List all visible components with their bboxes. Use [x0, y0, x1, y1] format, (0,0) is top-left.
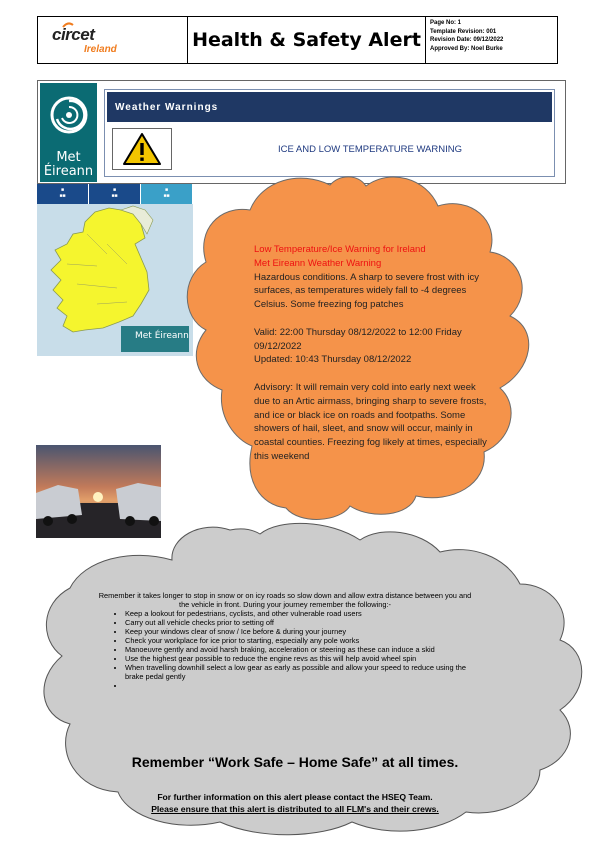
- meta-approved-by: Approved By: Noel Burke: [430, 45, 503, 52]
- advice-list: [95, 609, 475, 690]
- map-tab-2: ■ ■■: [89, 184, 141, 204]
- met-logo-line1: Met: [56, 150, 81, 165]
- page-title: Health & Safety Alert: [192, 29, 421, 51]
- warning-description: Hazardous conditions. A sharp to severe frost with icy surfaces, as temperatures widely fall to -4 degrees Celsius. Some freezing fog patches: [254, 271, 479, 311]
- list-item: • Keep your windows clear of snow / Ice before & during your journey: [125, 627, 475, 636]
- warning-source: Met Eireann Weather Warning: [254, 257, 382, 269]
- safety-slogan: Remember “Work Safe – Home Safe” at all times.: [131, 754, 459, 770]
- list-item: [125, 681, 475, 690]
- map-tab-3: ■ ■■: [141, 184, 193, 204]
- list-item: • Carry out all vehicle checks prior to setting off: [125, 618, 475, 627]
- advice-intro: Remember it takes longer to stop in snow or on icy roads so slow down and allow extra distance between you and the vehicle in front. During your journey remember the following:-: [98, 591, 472, 609]
- meta-page: Page No: 1: [430, 20, 462, 26]
- list-item: • Use the highest gear possible to reduce the engine revs as this will help avoid wheel spin: [125, 654, 475, 663]
- meta-template-revision: Template Revision: 001: [430, 28, 497, 35]
- further-info: For further information on this alert please contact the HSEQ Team.: [157, 792, 433, 802]
- driving-advice: [95, 591, 475, 690]
- logo-subtitle: Ireland: [84, 44, 117, 55]
- weather-warning-details: [254, 243, 489, 464]
- map-tab-1: ■ ■■: [37, 184, 89, 204]
- logo-wordmark: circet: [52, 25, 95, 44]
- warning-title: Low Temperature/Ice Warning for Ireland: [254, 244, 426, 255]
- warning-valid: Valid: 22:00 Thursday 08/12/2022 to 12:00 Friday 09/12/2022: [254, 326, 462, 352]
- map-logo-text: Met Éireann: [135, 331, 189, 341]
- warning-updated: Updated: 10:43 Thursday 08/12/2022: [254, 354, 412, 366]
- warning-label: ICE AND LOW TEMPERATURE WARNING: [277, 144, 463, 155]
- distribution-note: Please ensure that this alert is distributed to all FLM's and their crews.: [151, 804, 439, 814]
- meta-revision-date: Revision Date: 09/12/2022: [430, 37, 504, 44]
- list-item: • When travelling downhill select a low gear as early as possible and allow your speed to reduce using the brake pedal gently: [125, 663, 475, 681]
- warning-advisory: Advisory: It will remain very cold into early next week due to an Artic airmass, bringing sharp to severe frosts, and ice or black ice on roads and footpaths. Some showers of hail, sleet, and snow will occur, mainly in coastal counties. Freezing fog likely at times, especially this weekend: [254, 381, 487, 462]
- met-logo-line2: Éireann: [43, 164, 94, 179]
- list-item: • Check your workplace for ice prior to starting, especially any pole works: [125, 636, 475, 645]
- list-item: • Manoeuvre gently and avoid harsh braking, acceleration or steering as these can induce a skid: [125, 645, 475, 654]
- warning-heading-bar: Weather Warnings: [107, 92, 552, 122]
- list-item: • Keep a lookout for pedestrians, cyclists, and other vulnerable road users: [125, 609, 475, 618]
